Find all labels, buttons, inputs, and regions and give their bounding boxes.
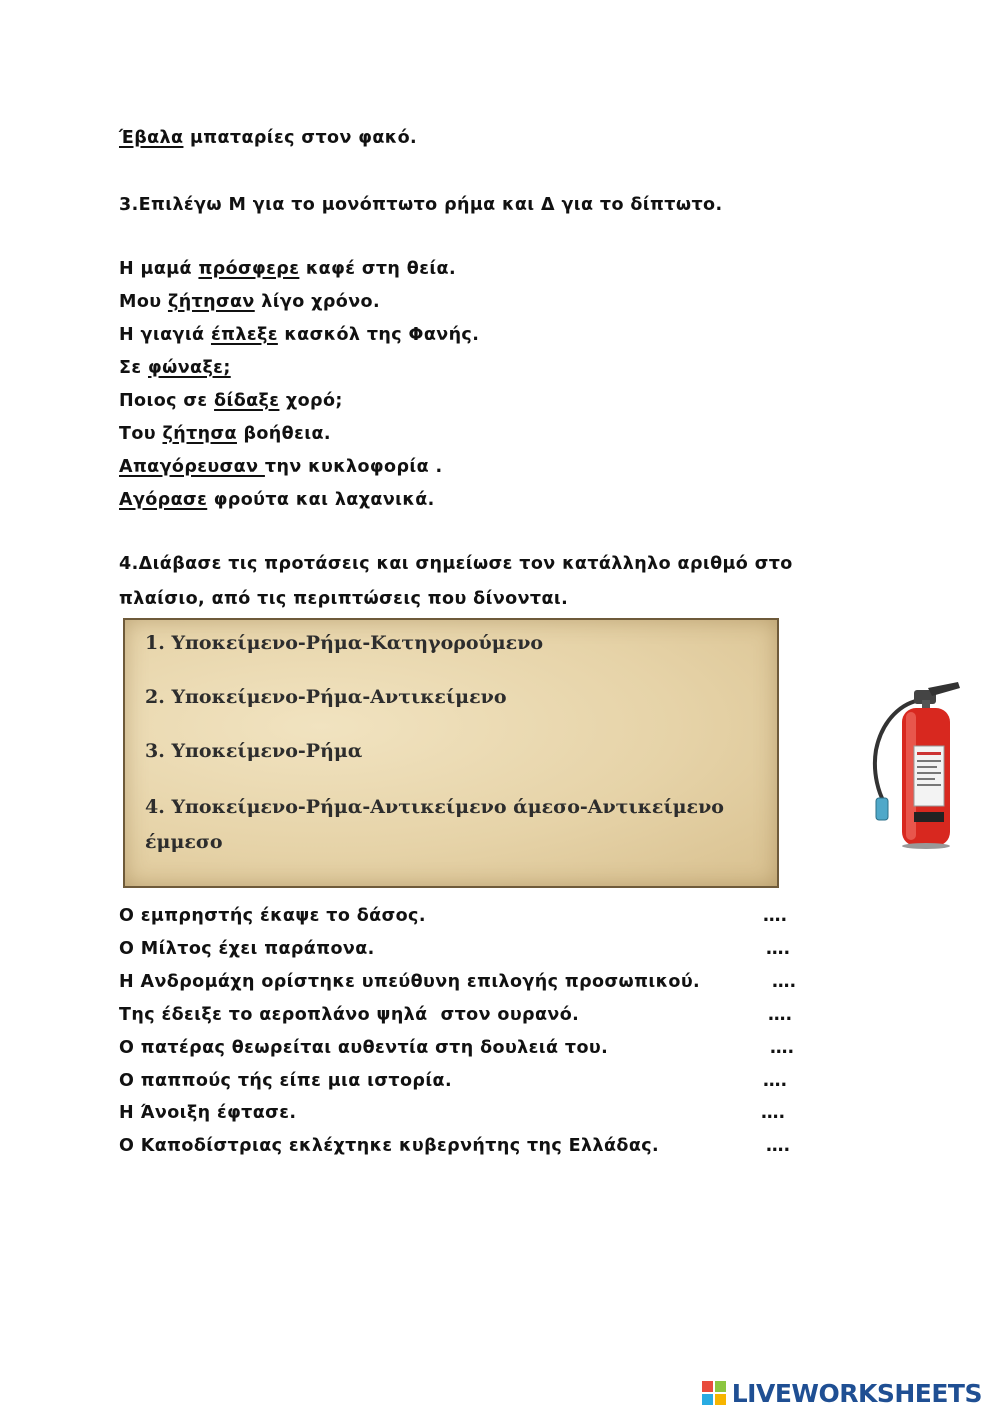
ex3-sentence xyxy=(119,488,435,512)
sentence-post: την κυκλοφορία . xyxy=(264,457,443,477)
logo-mark-icon xyxy=(702,1381,726,1405)
answer-blank[interactable]: …. xyxy=(768,1005,793,1025)
verb-underlined: έπλεξε xyxy=(210,325,278,345)
verb-underlined: Έβαλα xyxy=(119,128,184,148)
ex3-sentence xyxy=(119,257,456,281)
logo-square xyxy=(702,1394,713,1405)
liveworksheets-logo xyxy=(702,1378,982,1408)
ex4-sentence: Η Άνοιξη έφτασε. xyxy=(119,1103,297,1123)
answer-blank[interactable]: …. xyxy=(763,906,788,926)
ex3-sentence xyxy=(119,356,231,380)
verb-underlined: ζήτησαν xyxy=(167,292,255,312)
sentence-post: φρούτα και λαχανικά. xyxy=(207,490,435,510)
answer-blank[interactable]: …. xyxy=(772,972,797,992)
answer-blank[interactable]: …. xyxy=(763,1071,788,1091)
verb-underlined: Απαγόρευσαν xyxy=(119,457,265,477)
ex3-sentence xyxy=(119,389,343,413)
ex3-sentence xyxy=(119,323,479,347)
ex4-sentence: Ο παππούς τής είπε μια ιστορία. xyxy=(119,1071,453,1091)
verb-underlined: ζήτησα xyxy=(162,424,237,444)
verb-underlined: Αγόρασε xyxy=(119,490,208,510)
sentence-pre: Του xyxy=(119,424,163,444)
verb-underlined: πρόσφερε xyxy=(198,259,300,279)
exercise-4-instruction: 4.Διάβασε τις προτάσεις και σημείωσε τον κατάλληλο αριθμό στο xyxy=(119,554,793,574)
option-item-continued: έμμεσο xyxy=(145,831,223,853)
sentence-rest: μπαταρίες στον φακό. xyxy=(183,128,418,148)
option-item: 4. Υποκείμενο-Ρήμα-Αντικείμενο άμεσο-Αντικείμενο xyxy=(145,796,724,818)
ex4-sentence: Ο εμπρηστής έκαψε το δάσος. xyxy=(119,906,426,926)
answer-blank[interactable]: …. xyxy=(761,1103,786,1123)
ex3-sentence xyxy=(119,455,443,479)
sentence-pre: Μου xyxy=(119,292,168,312)
ex3-sentence xyxy=(119,422,331,446)
option-item: 2. Υποκείμενο-Ρήμα-Αντικείμενο xyxy=(145,686,507,708)
answer-blank[interactable]: …. xyxy=(770,1038,795,1058)
verb-underlined: δίδαξε xyxy=(214,391,280,411)
sentence-pre: Ποιος σε xyxy=(119,391,215,411)
ex4-sentence: Της έδειξε το αεροπλάνο ψηλά στον ουρανό. xyxy=(119,1005,580,1025)
answer-blank[interactable]: …. xyxy=(766,939,791,959)
brand-name: LIVEWORKSHEETS xyxy=(731,1378,982,1408)
logo-square xyxy=(702,1381,713,1392)
option-item: 1. Υποκείμενο-Ρήμα-Κατηγορούμενο xyxy=(145,632,544,654)
ex4-sentence: Ο Καποδίστριας εκλέχτηκε κυβερνήτης της Ελλάδας. xyxy=(119,1136,660,1156)
sentence-post: βοήθεια. xyxy=(236,424,331,444)
sentence-pre: Η γιαγιά xyxy=(119,325,211,345)
sentence-pre: Σε xyxy=(119,358,148,378)
logo-square xyxy=(715,1381,726,1392)
ex4-sentence: Ο πατέρας θεωρείται αυθεντία στη δουλειά του. xyxy=(119,1038,609,1058)
ex3-sentence xyxy=(119,290,380,314)
options-parchment-box xyxy=(123,618,779,888)
ex4-sentence: Ο Μίλτος έχει παράπονα. xyxy=(119,939,375,959)
sentence-line xyxy=(119,126,417,150)
verb-underlined: φώναξε; xyxy=(148,358,231,378)
sentence-post: κασκόλ της Φανής. xyxy=(277,325,480,345)
logo-square xyxy=(715,1394,726,1405)
ex4-sentence: Η Ανδρομάχη ορίστηκε υπεύθυνη επιλογής προσωπικού. xyxy=(119,972,701,992)
exercise-4-instruction-cont: πλαίσιο, από τις περιπτώσεις που δίνονται. xyxy=(119,589,569,609)
exercise-3-instruction: 3.Επιλέγω Μ για το μονόπτωτο ρήμα και Δ για το δίπτωτο. xyxy=(119,195,723,215)
sentence-pre: Η μαμά xyxy=(119,259,199,279)
option-item: 3. Υποκείμενο-Ρήμα xyxy=(145,740,363,762)
sentence-post: λίγο χρόνο. xyxy=(254,292,380,312)
sentence-post: καφέ στη θεία. xyxy=(299,259,457,279)
fire-extinguisher-icon xyxy=(862,680,984,850)
answer-blank[interactable]: …. xyxy=(766,1136,791,1156)
sentence-post: χορό; xyxy=(279,391,343,411)
